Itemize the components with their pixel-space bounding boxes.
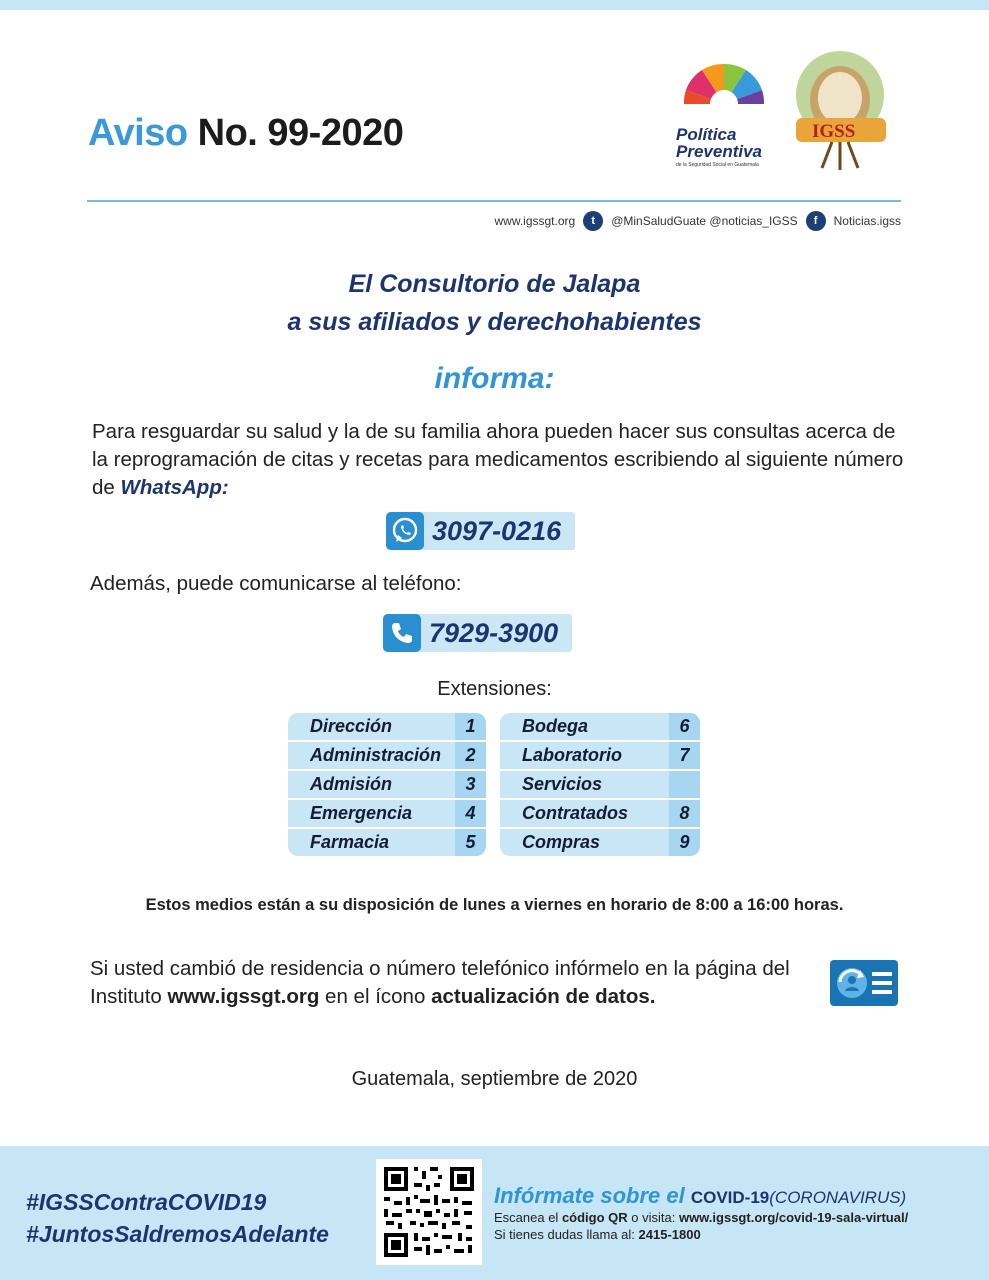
hashtags <box>26 1186 329 1250</box>
covid-url[interactable]: www.igssgt.org/covid-19-sala-virtual/ <box>678 1210 909 1225</box>
table-row: Admisión 3 <box>288 771 486 800</box>
facebook-icon: f <box>806 211 826 231</box>
phone-icon <box>383 614 421 652</box>
table-row: Administración 2 <box>288 742 486 771</box>
logos <box>672 40 912 175</box>
intro-text: Para resguardar su salud y la de su familia ahora pueden hacer sus consultas acerca de la reprogramación de citas y recetas para medicamentos escribiendo al siguiente número de <box>92 420 904 499</box>
doubts-phone[interactable]: 2415-1800 <box>638 1227 701 1242</box>
table-row: Servicios <box>500 771 700 800</box>
heading-line-1: El Consultorio de Jalapa <box>348 270 641 298</box>
table-row: Contratados 8 <box>500 800 700 829</box>
svg-text:de la Seguridad Social en Guat: de la Seguridad Social en Guatemala <box>676 162 759 168</box>
doubts-line: Si tienes dudas llama al: 2415-1800 <box>494 1227 701 1242</box>
intro-paragraph <box>92 418 907 502</box>
aviso-word: Aviso <box>88 112 188 154</box>
twitter-icon: t <box>583 211 603 231</box>
svg-text:Preventiva: Preventiva <box>676 142 762 161</box>
covid-info <box>494 1183 908 1243</box>
heading-line-2: a sus afiliados y derechohabientes <box>287 308 702 336</box>
residence-notice: Si usted cambió de residencia o número telefónico infórmelo en la página del Instituto www.igssgt.org en el ícono actualización de datos. <box>90 957 790 1008</box>
phone-pill <box>383 614 572 652</box>
covid-info-title: Infórmate sobre el COVID-19(CORONAVIRUS) <box>494 1183 907 1208</box>
top-band <box>0 0 989 10</box>
table-row: Dirección 1 <box>288 713 486 742</box>
politica-preventiva-logo <box>672 40 912 175</box>
aviso-number: No. 99-2020 <box>197 112 404 154</box>
table-row: Laboratorio 7 <box>500 742 700 771</box>
facebook-page[interactable]: Noticias.igss <box>833 214 901 228</box>
notice-title <box>88 112 403 155</box>
hours-notice: Estos medios están a su disposición de lunes a viernes en horario de 8:00 a 16:00 horas. <box>145 896 844 914</box>
extensions-table-left <box>288 713 486 856</box>
hashtag-1: #IGSSContraCOVID19 <box>26 1189 267 1215</box>
whatsapp-label: WhatsApp: <box>120 476 229 499</box>
twitter-handles[interactable]: @MinSaludGuate @noticias_IGSS <box>611 214 798 228</box>
scan-line: Escanea el código QR o visita: www.igssgt.org/covid-19-sala-virtual/ <box>494 1210 909 1225</box>
city-date: Guatemala, septiembre de 2020 <box>351 1068 638 1090</box>
social-bar <box>494 210 901 232</box>
table-row: Compras 9 <box>500 829 700 856</box>
whatsapp-pill <box>386 512 575 550</box>
informa-heading: informa: <box>434 362 555 395</box>
website-link[interactable]: www.igssgt.org <box>494 214 576 228</box>
whatsapp-icon <box>386 512 424 550</box>
svg-text:IGSS: IGSS <box>812 121 856 142</box>
svg-text:Política: Política <box>676 125 737 144</box>
phone-intro: Además, puede comunicarse al teléfono: <box>90 572 462 595</box>
table-row: Bodega 6 <box>500 713 700 742</box>
hashtag-2: #JuntosSaldremosAdelante <box>26 1221 329 1247</box>
header-divider <box>87 200 901 202</box>
extensions-title: Extensiones: <box>437 678 552 700</box>
qr-code[interactable] <box>376 1159 482 1265</box>
table-row: Emergencia 4 <box>288 800 486 829</box>
whatsapp-number[interactable]: 3097-0216 <box>432 515 562 546</box>
extensions-table-right <box>500 713 700 856</box>
update-data-icon <box>830 960 898 1006</box>
residence-site[interactable]: www.igssgt.org <box>167 985 320 1008</box>
phone-number[interactable]: 7929-3900 <box>429 617 559 648</box>
table-row: Farmacia 5 <box>288 829 486 856</box>
